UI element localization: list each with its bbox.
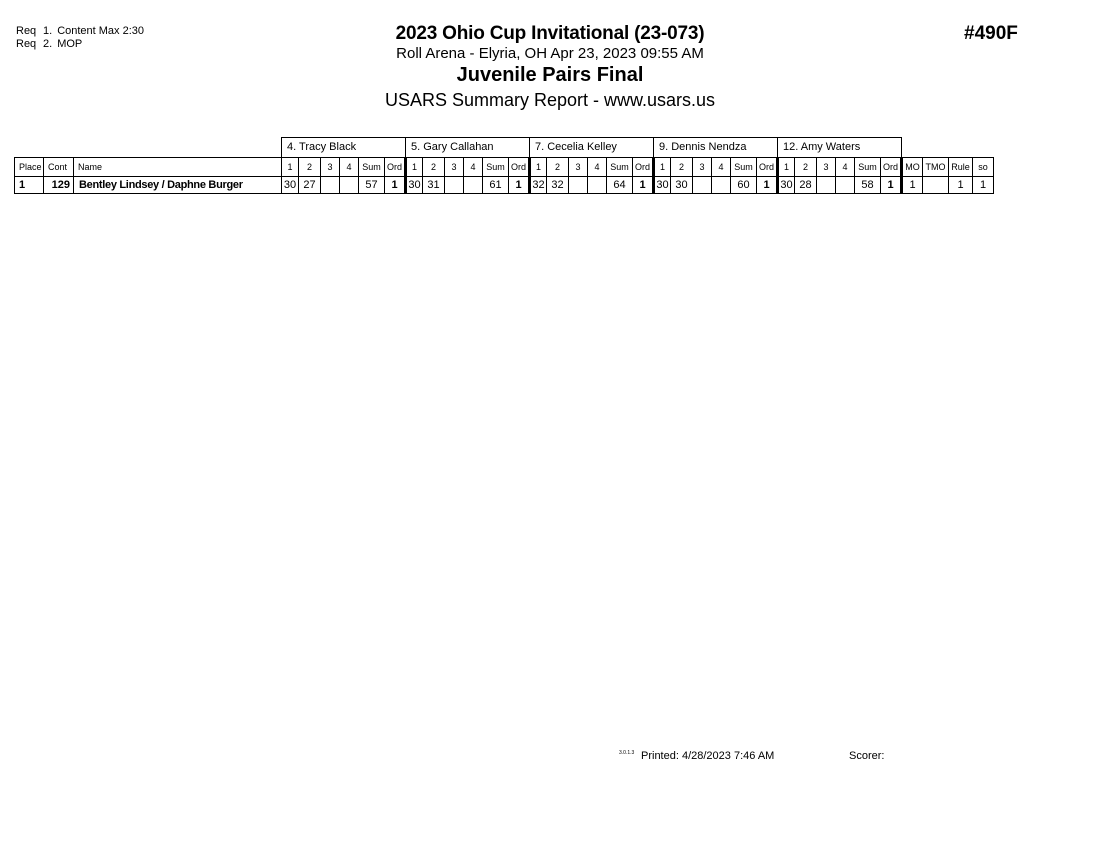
- ordinal-cell: 1: [633, 177, 654, 194]
- event-title: Juvenile Pairs Final: [456, 64, 644, 86]
- judge-name: 4. Tracy Black: [282, 138, 406, 158]
- score-cell: 28: [795, 177, 817, 194]
- judge-name: 12. Amy Waters: [778, 138, 902, 158]
- score-cell: [836, 177, 855, 194]
- score-cell: [445, 177, 464, 194]
- scorer-label: Scorer:: [849, 750, 885, 762]
- sum-cell: 61: [483, 177, 509, 194]
- col-score-1: 1: [530, 158, 547, 177]
- col-score-2: 2: [795, 158, 817, 177]
- col-ord: Ord: [881, 158, 902, 177]
- col-sum: Sum: [359, 158, 385, 177]
- col-score-3: 3: [817, 158, 836, 177]
- col-ord: Ord: [757, 158, 778, 177]
- col-score-3: 3: [569, 158, 588, 177]
- col-score-2: 2: [423, 158, 445, 177]
- judge-header-row: [15, 138, 994, 158]
- score-cell: 30: [406, 177, 423, 194]
- version-mark: 3.0.1.3: [619, 750, 635, 756]
- col-ord: Ord: [385, 158, 406, 177]
- printed-timestamp: Printed: 4/28/2023 7:46 AM: [641, 750, 775, 762]
- contestant-number-cell: 129: [44, 177, 74, 194]
- col-score-3: 3: [693, 158, 712, 177]
- score-cell: 32: [547, 177, 569, 194]
- score-cell: 30: [282, 177, 299, 194]
- col-name: Name: [74, 158, 282, 177]
- score-cell: 32: [530, 177, 547, 194]
- score-cell: 31: [423, 177, 445, 194]
- ordinal-cell: 1: [881, 177, 902, 194]
- col-tmo: TMO: [923, 158, 949, 177]
- score-cell: 30: [654, 177, 671, 194]
- score-cell: [588, 177, 607, 194]
- col-score-2: 2: [671, 158, 693, 177]
- col-score-3: 3: [445, 158, 464, 177]
- requirement-2: Req 2. MOP: [16, 38, 83, 50]
- score-cell: [693, 177, 712, 194]
- col-cont: Cont: [44, 158, 74, 177]
- ordinal-cell: 1: [385, 177, 406, 194]
- score-cell: [321, 177, 340, 194]
- score-cell: [817, 177, 836, 194]
- col-rule: Rule: [949, 158, 973, 177]
- judge-name: 5. Gary Callahan: [406, 138, 530, 158]
- location-date: Roll Arena - Elyria, OH Apr 23, 2023 09:55 AM: [396, 45, 704, 62]
- col-score-2: 2: [547, 158, 569, 177]
- ordinal-cell: 1: [757, 177, 778, 194]
- col-sum: Sum: [483, 158, 509, 177]
- score-cell: 27: [299, 177, 321, 194]
- sum-cell: 64: [607, 177, 633, 194]
- col-sum: Sum: [731, 158, 757, 177]
- col-score-3: 3: [321, 158, 340, 177]
- requirement-1: Req 1. Content Max 2:30: [16, 25, 145, 37]
- col-score-4: 4: [836, 158, 855, 177]
- col-score-2: 2: [299, 158, 321, 177]
- skater-names-cell: Bentley Lindsey / Daphne Burger: [74, 177, 282, 194]
- event-number: #490F: [964, 23, 1018, 44]
- results-table: [14, 137, 994, 194]
- col-mo: MO: [902, 158, 923, 177]
- sum-cell: 57: [359, 177, 385, 194]
- col-score-4: 4: [712, 158, 731, 177]
- table-row: [15, 177, 994, 194]
- ordinal-cell: 1: [509, 177, 530, 194]
- score-cell: [712, 177, 731, 194]
- col-score-4: 4: [340, 158, 359, 177]
- sum-cell: 58: [855, 177, 881, 194]
- col-ord: Ord: [509, 158, 530, 177]
- col-score-1: 1: [654, 158, 671, 177]
- col-score-4: 4: [464, 158, 483, 177]
- place-cell: 1: [15, 177, 44, 194]
- col-ord: Ord: [633, 158, 654, 177]
- column-header-row: [15, 158, 994, 177]
- score-cell: [464, 177, 483, 194]
- rule-cell: 1: [949, 177, 973, 194]
- col-sum: Sum: [855, 158, 881, 177]
- sum-cell: 60: [731, 177, 757, 194]
- judge-name: 7. Cecelia Kelley: [530, 138, 654, 158]
- col-score-4: 4: [588, 158, 607, 177]
- score-cell: 30: [778, 177, 795, 194]
- score-cell: [340, 177, 359, 194]
- competition-title: 2023 Ohio Cup Invitational (23-073): [395, 23, 705, 44]
- report-title: USARS Summary Report - www.usars.us: [384, 90, 716, 110]
- col-score-1: 1: [282, 158, 299, 177]
- score-cell: [569, 177, 588, 194]
- col-score-1: 1: [778, 158, 795, 177]
- col-score-1: 1: [406, 158, 423, 177]
- col-so: so: [973, 158, 994, 177]
- score-cell: 30: [671, 177, 693, 194]
- judge-name: 9. Dennis Nendza: [654, 138, 778, 158]
- col-sum: Sum: [607, 158, 633, 177]
- col-place: Place: [15, 158, 44, 177]
- tmo-cell: [923, 177, 949, 194]
- so-cell: 1: [973, 177, 994, 194]
- mo-cell: 1: [902, 177, 923, 194]
